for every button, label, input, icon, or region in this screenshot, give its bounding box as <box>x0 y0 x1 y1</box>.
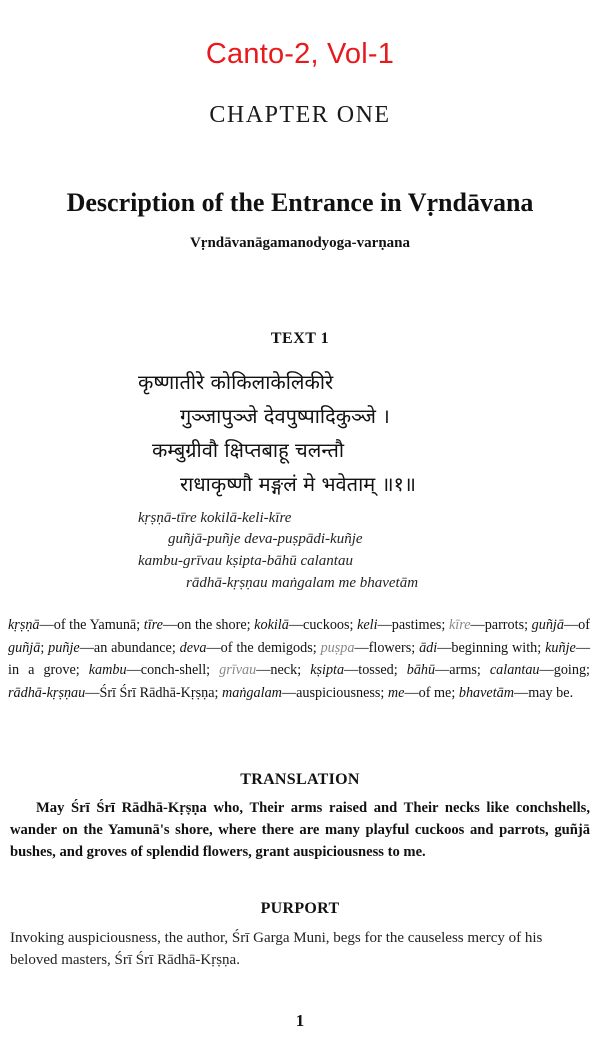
synonym-meaning: —parrots; <box>470 617 532 633</box>
synonym-meaning: —arms; <box>435 662 490 678</box>
verse-devanagari-line-4: राधाकृष्णौ मङ्गलं मे भवेताम् ॥१॥ <box>180 472 416 496</box>
synonym-meaning: —conch-shell; <box>126 662 220 678</box>
canto-label: Canto-2, Vol-1 <box>205 38 395 70</box>
synonym-meaning: —of the demigods; <box>206 639 321 656</box>
verse-devanagari-line-1: कृष्णातीरे कोकिलाकेलिकीरे <box>138 370 334 394</box>
synonym-word: puñje <box>48 639 80 656</box>
synonym-meaning: —may be. <box>514 684 574 701</box>
synonym-meaning: —tossed; <box>344 662 407 678</box>
synonym-word: calantau <box>489 662 540 678</box>
synonym-meaning: ; <box>40 639 49 656</box>
translation-heading: TRANSLATION <box>240 771 360 788</box>
synonym-word: ādi <box>419 639 438 656</box>
purport-text: Invoking auspiciousness, the author, Śrī Garga Muni, begs for the causeless mercy of his beloved masters, Śrī Śrī Rādhā-Kṛṣṇa. <box>10 930 543 968</box>
synonym-meaning: —auspiciousness; <box>281 684 388 701</box>
synonym-meaning: —an abundance; <box>79 639 180 656</box>
synonym-word: kīre <box>448 617 471 633</box>
synonym-meaning: —cuckoos; <box>288 617 358 633</box>
synonym-meaning: —on the shore; <box>162 617 255 633</box>
chapter-title: Description of the Entrance in Vṛndāvana <box>66 188 534 217</box>
synonym-meaning: —going; <box>539 662 590 678</box>
synonym-word: kṣipta <box>310 662 345 678</box>
synonym-word: guñjā <box>531 617 564 633</box>
synonym-word: kuñje <box>545 639 576 656</box>
synonym-meaning: —flowers; <box>354 639 420 656</box>
verse-transliteration-line-2: guñjā-puñje deva-puṣpādi-kuñje <box>168 531 363 547</box>
text-number-heading: TEXT 1 <box>270 330 330 347</box>
verse-transliteration-line-3: kambu-grīvau kṣipta-bāhū calantau <box>138 553 353 569</box>
verse-transliteration-line-4: rādhā-kṛṣṇau maṅgalam me bhavetām <box>186 575 419 591</box>
page-number: 1 <box>295 1011 305 1030</box>
synonym-word: maṅgalam <box>222 684 282 701</box>
verse-devanagari-line-3: कम्बुग्रीवौ क्षिप्तबाहू चलन्तौ <box>152 438 345 462</box>
synonym-meaning: —pastimes; <box>377 617 449 633</box>
verse-transliteration-line-1: kṛṣṇā-tīre kokilā-keli-kīre <box>138 510 292 526</box>
synonym-meaning: —neck; <box>256 662 311 678</box>
word-for-word-synonyms <box>8 614 590 704</box>
synonym-meaning: —in a grove; <box>8 639 590 678</box>
synonym-word: rādhā-kṛṣṇau <box>8 684 86 701</box>
synonym-word: puṣpa <box>320 639 355 656</box>
synonym-word: kokilā <box>254 617 289 633</box>
synonym-word: kṛṣṇā <box>8 617 40 633</box>
synonym-word: guñjā <box>8 639 41 656</box>
synonym-word: deva <box>179 639 207 656</box>
synonym-meaning: —of the Yamunā; <box>39 617 144 633</box>
purport-heading: PURPORT <box>260 900 340 917</box>
synonym-meaning: —of <box>563 617 590 633</box>
synonym-word: tīre <box>143 617 163 633</box>
synonym-word: keli <box>357 617 378 633</box>
synonym-meaning: —Śrī Śrī Rādhā-Kṛṣṇa; <box>85 684 222 701</box>
chapter-heading: CHAPTER ONE <box>209 102 391 128</box>
translation-text: May Śrī Śrī Rādhā-Kṛṣṇa who, Their arms raised and Their necks like conchshells, wander on the Yamunā's shore, where there are many playful cuckoos and parrots, guñjā bushes, and groves of splendid flowers, grant auspiciousness to me. <box>10 800 590 860</box>
synonym-meaning: —of me; <box>404 684 459 701</box>
verse-devanagari-line-2: गुञ्जापुञ्जे देवपुष्पादिकुञ्जे । <box>180 404 390 428</box>
synonym-word: kambu <box>88 662 127 678</box>
synonym-word: me <box>387 684 405 701</box>
synonym-meaning: —beginning with; <box>437 639 546 656</box>
synonym-word: bhavetām <box>458 684 515 701</box>
chapter-subtitle: Vṛndāvanāgamanodyoga-varṇana <box>189 235 411 251</box>
synonym-word: grīvau <box>219 662 257 678</box>
synonym-word: bāhū <box>406 662 436 678</box>
